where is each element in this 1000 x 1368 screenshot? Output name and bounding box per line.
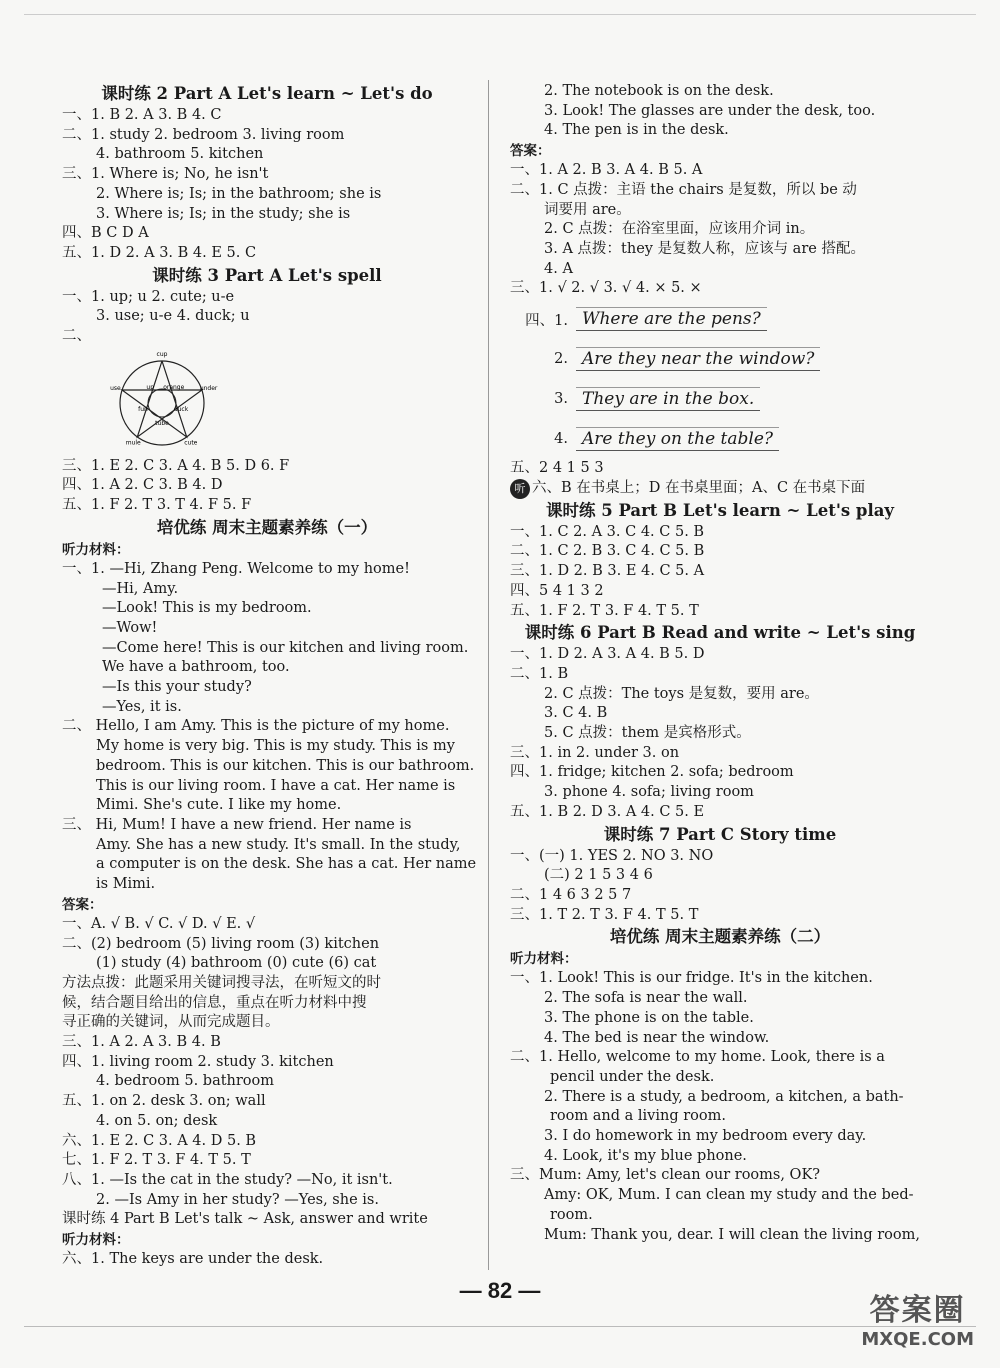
answer-line: (1) study (4) bathroom (0) cute (6) cat	[96, 955, 377, 972]
site-watermark	[861, 1285, 974, 1350]
answer-line: 4. The pen is in the desk.	[544, 122, 729, 139]
answer-number: 2.	[554, 351, 568, 368]
answer-line: 4. bedroom 5. bathroom	[96, 1073, 275, 1090]
answer-line: 二、(2) bedroom (5) living room (3) kitchen	[62, 935, 380, 952]
answer-line: 2. C 点拨：The toys 是复数，要用 are。	[544, 685, 819, 702]
answer-line: 四、1. A 2. C 3. B 4. D	[62, 477, 223, 494]
answer-line: 3. phone 4. sofa; living room	[544, 784, 754, 801]
answer-line: 五、1. D 2. A 3. B 4. E 5. C	[62, 244, 257, 261]
answer-line: 5. C 点拨：them 是宾格形式。	[544, 725, 751, 742]
answer-line: 七、1. F 2. T 3. F 4. T 5. T	[62, 1152, 251, 1169]
handwritten-answer-row	[510, 339, 930, 379]
star-label: use	[110, 384, 121, 392]
answer-line: 2. The sofa is near the wall.	[544, 990, 748, 1007]
answer-line: 二、1. C 2. B 3. C 4. C 5. B	[510, 543, 705, 560]
answer-line: —Is this your study?	[102, 679, 252, 696]
answer-line: Amy. She has a new study. It's small. In the study,	[96, 836, 461, 853]
answer-line: Mum: Thank you, dear. I will clean the living room,	[544, 1226, 921, 1243]
answer-line: 3. A 点拨：they 是复数人称，应该与 are 搭配。	[544, 240, 865, 257]
star-label: orange	[163, 383, 185, 391]
answer-line: —Yes, it is.	[102, 698, 182, 715]
handwritten-sentence: Are they on the table?	[576, 427, 779, 451]
section-heading: 课时练 3 Part A Let's spell	[152, 265, 382, 285]
top-rule	[24, 14, 976, 15]
star-label: cup	[156, 350, 168, 358]
answer-line: 一、(一) 1. YES 2. NO 3. NO	[510, 847, 714, 864]
section-label: 答案：	[62, 896, 103, 913]
answer-line: 三、1. E 2. C 3. A 4. B 5. D 6. F	[62, 457, 290, 474]
answer-line: 词要用 are。	[544, 201, 631, 218]
answer-line: 五、2 4 1 5 3	[510, 460, 604, 477]
answer-line: —Look! This is my bedroom.	[102, 600, 312, 617]
answer-line: 一、1. C 2. A 3. C 4. C 5. B	[510, 523, 705, 540]
answer-line: 2. There is a study, a bedroom, a kitchen, a bath-	[544, 1088, 904, 1105]
answer-line: —Come here! This is our kitchen and living room.	[102, 639, 469, 656]
answer-line: 3. use; u-e 4. duck; u	[96, 308, 250, 325]
answer-line: 2. C 点拨：在浴室里面，应该用介词 in。	[544, 221, 815, 238]
answer-line: bedroom. This is our kitchen. This is our bathroom.	[96, 757, 475, 774]
answer-line: 三、 Hi, Mum! I have a new friend. Her name is	[62, 816, 412, 833]
answer-line: 二、1 4 6 3 2 5 7	[510, 886, 632, 903]
answer-line: 五、1. F 2. T 3. T 4. F 5. F	[62, 497, 252, 514]
star-diagram	[102, 347, 222, 457]
watermark-logo-text: 答案圈	[869, 1293, 966, 1328]
section-heading: 课时练 7 Part C Story time	[603, 824, 837, 844]
answer-line: 五、1. on 2. desk 3. on; wall	[62, 1093, 266, 1110]
answer-line: Amy: OK, Mum. I can clean my study and the bed-	[544, 1187, 914, 1204]
answer-line: 三、Mum: Amy, let's clean our rooms, OK?	[510, 1167, 821, 1184]
column-divider	[488, 80, 489, 1270]
section-heading: 培优练 周末主题素养练（二）	[609, 927, 831, 947]
left-column	[62, 82, 477, 1270]
star-label: under	[199, 384, 218, 392]
page-number: — 82 —	[459, 1278, 541, 1303]
answer-line: —Wow!	[102, 619, 158, 636]
answer-number: 四、1.	[525, 312, 568, 329]
answer-line: 三、1. T 2. T 3. F 4. T 5. T	[510, 906, 699, 923]
answer-line: is Mimi.	[96, 876, 156, 893]
answer-line: 六、1. The keys are under the desk.	[62, 1251, 324, 1268]
section-label: 听力材料：	[62, 541, 130, 558]
inner-circle	[148, 389, 176, 417]
answer-line: 2. —Is Amy in her study? —Yes, she is.	[96, 1191, 379, 1208]
answer-line: 二、1. B	[510, 665, 569, 682]
answer-line: 一、1. B 2. A 3. B 4. C	[62, 107, 222, 123]
section-label: 听力材料：	[62, 1232, 130, 1249]
outer-circle	[120, 361, 204, 445]
listen-icon: 听	[510, 479, 530, 499]
answer-line: 一、1. up; u 2. cute; u-e	[62, 288, 235, 305]
answer-line: This is our living room. I have a cat. Her name is	[96, 777, 456, 794]
handwritten-sentence: They are in the box.	[576, 387, 760, 411]
answer-line: 五、1. F 2. T 3. F 4. T 5. T	[510, 602, 699, 619]
answer-line: 四、B C D A	[62, 225, 149, 242]
answer-line: 三、1. D 2. B 3. E 4. C 5. A	[510, 563, 705, 580]
answer-line: 二、1. Hello, welcome to my home. Look, there is a	[510, 1049, 885, 1066]
answer-line: 三、1. √ 2. √ 3. √ 4. × 5. ×	[510, 280, 702, 297]
handwritten-sentence: Are they near the window?	[576, 347, 820, 371]
listening-answer-line	[510, 479, 930, 499]
answer-line: 三、1. in 2. under 3. on	[510, 744, 680, 761]
answer-line: 五、1. B 2. D 3. A 4. C 5. E	[510, 803, 705, 820]
section-heading: 课时练 6 Part B Read and write ~ Let's sing	[524, 623, 916, 643]
answer-line: 3. The phone is on the table.	[544, 1009, 754, 1026]
star-label: tube	[155, 419, 169, 427]
answer-line: 一、1. —Hi, Zhang Peng. Welcome to my home!	[62, 560, 410, 577]
answer-line: 四、1. fridge; kitchen 2. sofa; bedroom	[510, 764, 794, 781]
answer-line: 一、1. Look! This is our fridge. It's in the kitchen.	[510, 970, 873, 987]
watermark-url: MXQE.COM	[861, 1329, 974, 1350]
star-diagram-box	[62, 347, 472, 457]
answer-line: Mimi. She's cute. I like my home.	[96, 797, 342, 814]
section-label: 听力材料：	[510, 951, 578, 968]
answer-line: 三、1. A 2. A 3. B 4. B	[62, 1034, 221, 1051]
section-label: 答案：	[510, 143, 551, 160]
section-heading: 培优练 周末主题素养练（一）	[156, 517, 378, 537]
handwritten-sentence: Where are the pens?	[576, 307, 767, 331]
star-label: mule	[125, 439, 141, 447]
answer-line: 4. on 5. on; desk	[96, 1112, 218, 1129]
answer-number: 3.	[554, 391, 568, 408]
star-label: duck	[173, 405, 189, 413]
answer-line: 4. The bed is near the window.	[544, 1029, 770, 1046]
answer-line: a computer is on the desk. She has a cat. Her name	[96, 856, 477, 873]
star-label: up	[146, 383, 155, 391]
exercise-number: 二、	[62, 328, 91, 345]
answer-line: 四、5 4 1 3 2	[510, 582, 604, 599]
answer-line: 候，结合题目给出的信息，重点在听力材料中搜	[62, 994, 367, 1011]
answer-line: 一、1. D 2. A 3. A 4. B 5. D	[510, 646, 705, 663]
answer-line: 2. The notebook is on the desk.	[544, 83, 774, 99]
answer-line: 方法点拨：此题采用关键词搜寻法，在听短文的时	[62, 974, 381, 991]
answer-line: 3. C 4. B	[544, 705, 608, 722]
answer-line: 八、1. —Is the cat in the study? —No, it isn't.	[62, 1171, 393, 1188]
answer-number: 4.	[554, 431, 568, 448]
answer-line: 3. Look! The glasses are under the desk, too.	[544, 102, 876, 119]
answer-line: pencil under the desk.	[550, 1068, 715, 1085]
answer-line: 4. A	[544, 260, 573, 277]
answer-line: 3. Where is; Is; in the study; she is	[96, 205, 351, 222]
answer-line: 4. Look, it's my blue phone.	[544, 1147, 747, 1164]
section-heading: 课时练 5 Part B Let's learn ~ Let's play	[545, 500, 895, 520]
answer-line: My home is very big. This is my study. This is my	[96, 738, 455, 755]
answer-line: 一、1. A 2. B 3. A 4. B 5. A	[510, 162, 703, 179]
answer-line: (二) 2 1 5 3 4 6	[544, 867, 653, 884]
handwritten-answer-row	[510, 299, 930, 339]
answer-line: 二、1. C 点拨：主语 the chairs 是复数，所以 be 动	[510, 181, 857, 198]
answer-line: 二、 Hello, I am Amy. This is the picture of my home.	[62, 718, 450, 735]
answer-line: 3. I do homework in my bedroom every day.	[544, 1128, 867, 1145]
answer-line: room.	[550, 1206, 593, 1223]
answer-line: 课时练 4 Part B Let's talk ~ Ask, answer and write	[62, 1211, 428, 1228]
answer-line: 4. bathroom 5. kitchen	[96, 146, 264, 163]
answer-line: 六、1. E 2. C 3. A 4. D 5. B	[62, 1132, 257, 1149]
answer-line: 三、1. Where is; No, he isn't	[62, 166, 269, 183]
answer-line: 二、1. study 2. bedroom 3. living room	[62, 126, 345, 143]
star-label: cute	[184, 439, 198, 447]
star-label: fun	[138, 405, 148, 413]
answer-text: 六、B 在书桌上；D 在书桌里面；A、C 在书桌下面	[532, 479, 866, 496]
answer-line: 寻正确的关键词，从而完成题目。	[62, 1014, 280, 1031]
handwritten-answer-row	[510, 379, 930, 419]
section-heading: 课时练 2 Part A Let's learn ~ Let's do	[101, 84, 433, 103]
bottom-rule	[24, 1326, 976, 1327]
star-exercise	[62, 327, 472, 457]
answer-line: 一、A. √ B. √ C. √ D. √ E. √	[62, 915, 256, 932]
handwritten-answer-row	[510, 419, 930, 459]
answer-line: 四、1. living room 2. study 3. kitchen	[62, 1053, 334, 1070]
right-column	[510, 82, 930, 1245]
answer-line: —Hi, Amy.	[102, 580, 179, 597]
answer-line: 2. Where is; Is; in the bathroom; she is	[96, 185, 382, 202]
answer-line: We have a bathroom, too.	[102, 659, 290, 676]
answer-line: room and a living room.	[550, 1108, 726, 1125]
